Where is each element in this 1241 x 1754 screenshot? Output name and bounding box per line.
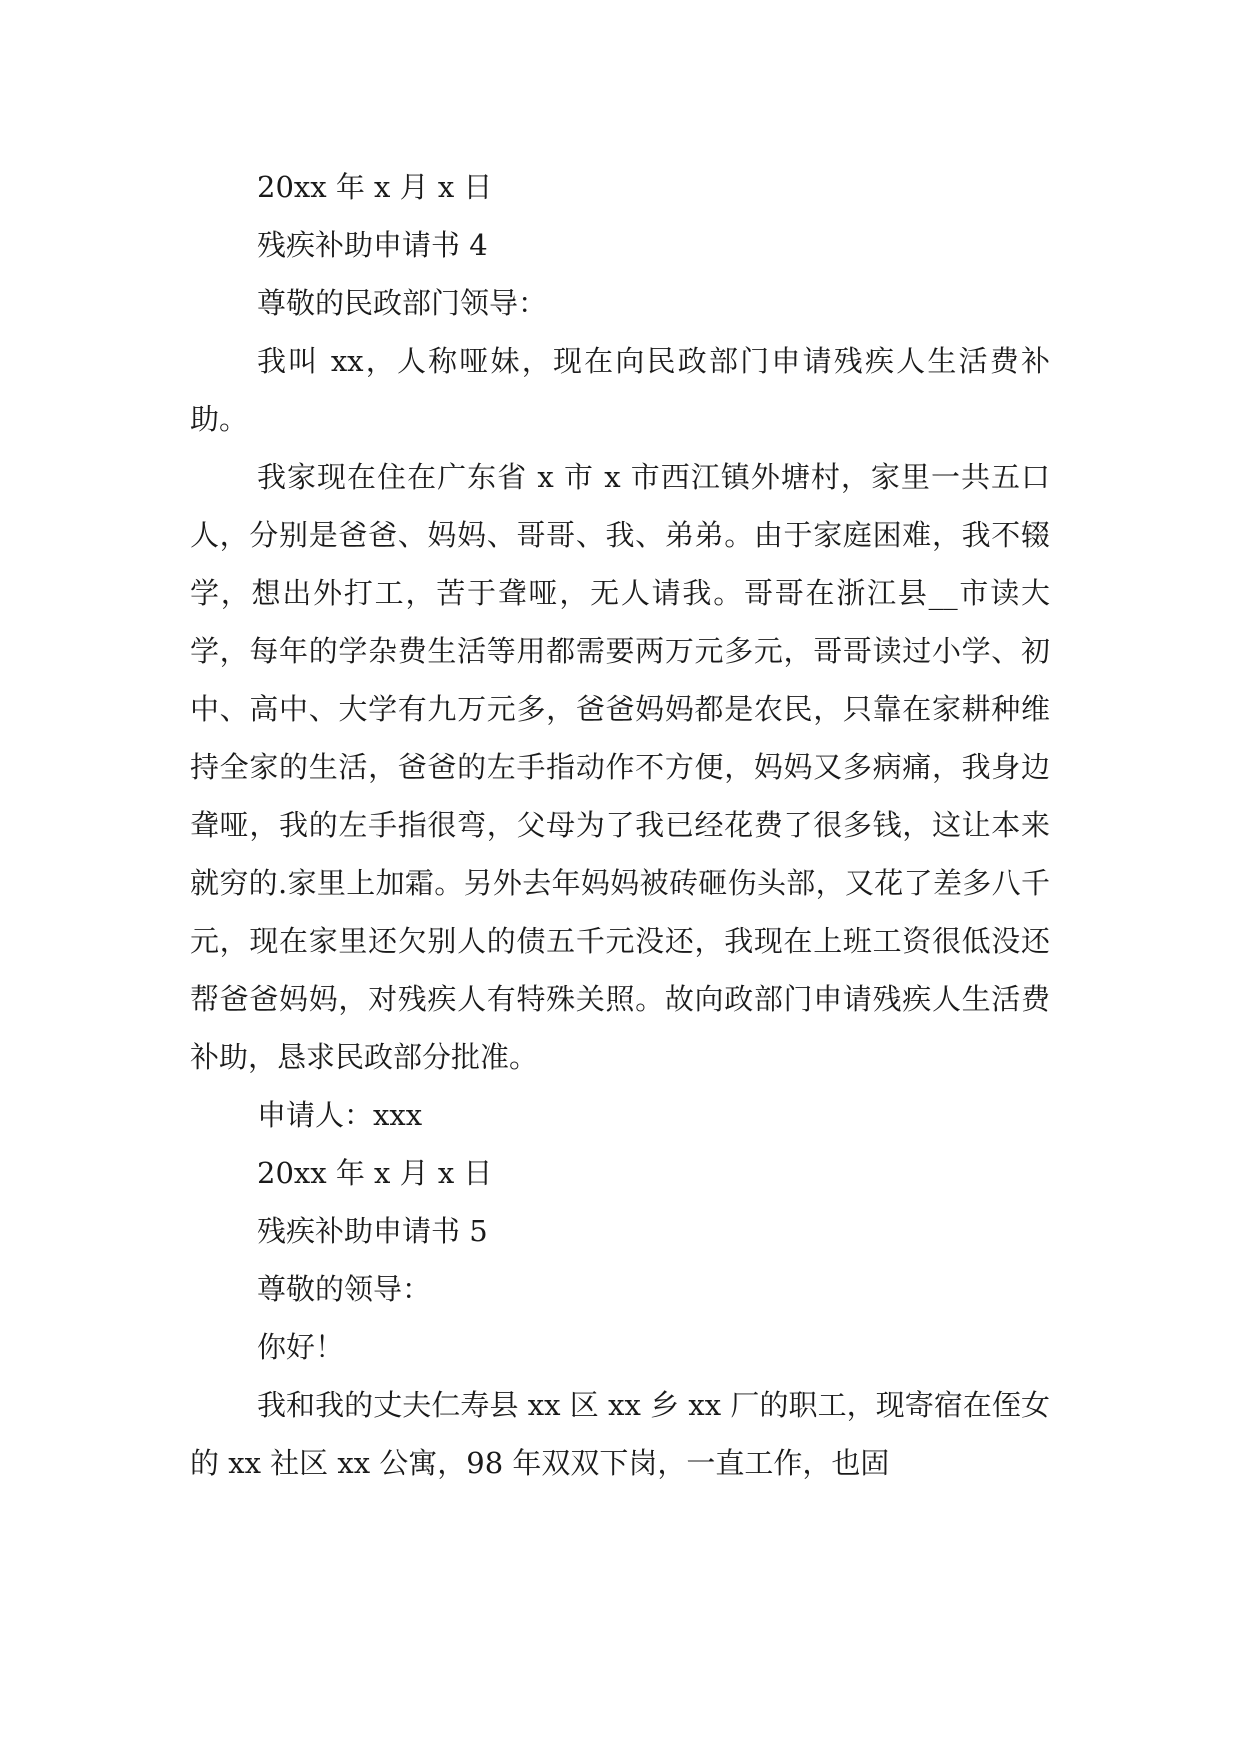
section-title: 残疾补助申请书 5: [257, 1214, 488, 1248]
date-line: 20xx 年 x 月 x 日: [257, 170, 493, 204]
greeting: 你好！: [257, 1330, 345, 1364]
body-paragraph: 我和我的丈夫仁寿县 xx 区 xx 乡 xx 厂的职工，现寄宿在侄女的 xx 社区 xx 公寓，98 年双双下岗，一直工作，也固: [190, 1388, 1050, 1480]
salutation: 尊敬的民政部门领导：: [257, 286, 548, 320]
body-paragraph: 我家现在住在广东省 x 市 x 市西江镇外塘村，家里一共五口人，分别是爸爸、妈妈、哥哥、我、弟弟。由于家庭困难，我不辍学，想出外打工，苦于聋哑，无人请我。哥哥在浙江县__市读大学，每年的学杂费生活等用都需要两万元多元，哥哥读过小学、初中、高中、大学有九万元多，爸爸妈妈都是农民，只靠在家耕种维持全家的生活，爸爸的左手指动作不方便，妈妈又多病痛，我身边聋哑，我的左手指很弯，父母为了我已经花费了很多钱，这让本来就穷的.家里上加霜。另外去年妈妈被砖砸伤头部，又花了差多八千元，现在家里还欠别人的债五千元没还，我现在上班工资很低没还帮爸爸妈妈，对残疾人有特殊关照。故向政部门申请残疾人生活费补助，恳求民政部分批准。: [190, 460, 1050, 1074]
body-paragraph: 我叫 xx，人称哑妹，现在向民政部门申请残疾人生活费补助。: [190, 344, 1050, 436]
applicant-line: 申请人：xxx: [257, 1098, 423, 1132]
section-title: 残疾补助申请书 4: [257, 228, 488, 262]
salutation: 尊敬的领导：: [257, 1272, 432, 1306]
document-body: [190, 158, 1050, 1492]
date-line: 20xx 年 x 月 x 日: [257, 1156, 493, 1190]
